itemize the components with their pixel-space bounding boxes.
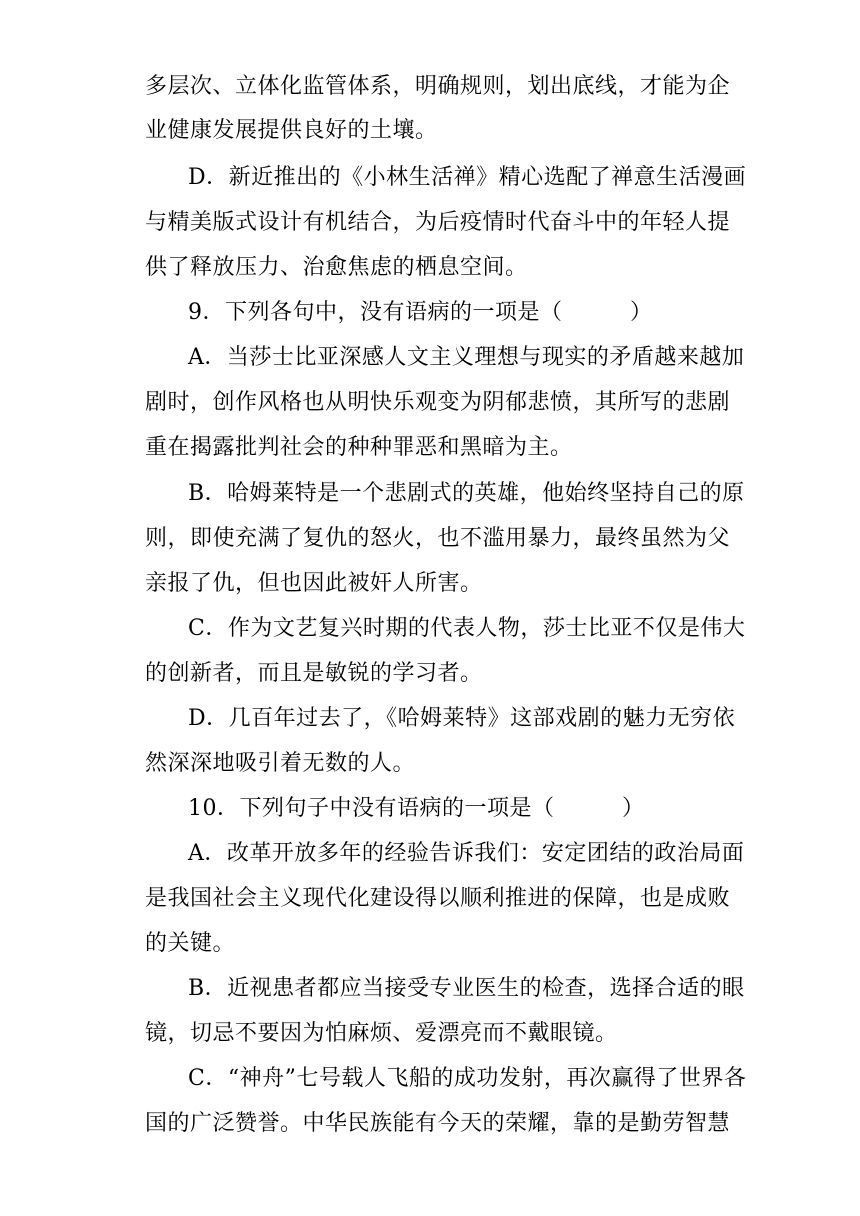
text-line: 亲报了仇，但也因此被奸人所害。 [145,571,483,596]
option-b-line: B．哈姆莱特是一个悲剧式的英雄，他始终坚持自己的原 [188,481,745,506]
option-d-line: D．几百年过去了，《哈姆莱特》这部戏剧的魅力无穷依 [188,706,736,731]
option-a-line: A．当莎士比亚深感人文主义理想与现实的矛盾越来越加 [188,345,745,370]
text-line: 的创新者，而且是敏锐的学习者。 [145,661,483,686]
text-line: 与精美版式设计有机结合，为后疫情时代奋斗中的年轻人提 [145,210,731,235]
text-line: 重在揭露批判社会的种种罪恶和黑暗为主。 [145,435,573,460]
text-line: 则，即使充满了复仇的怒火，也不滥用暴力，最终虽然为父 [145,526,731,551]
text-line: 镜，切忌不要因为怕麻烦、爱漂亮而不戴眼镜。 [145,1021,618,1046]
option-c-line: C．作为文艺复兴时期的代表人物，莎士比亚不仅是伟大 [188,616,746,641]
text-line: 多层次、立体化监管体系，明确规则，划出底线，才能为企 [145,74,731,99]
option-c-line: C．“神舟”七号载人飞船的成功发射，再次赢得了世界各 [188,1066,747,1091]
text-line: 然深深地吸引着无数的人。 [145,751,416,776]
option-b-line: B．近视患者都应当接受专业医生的检查，选择合适的眼 [188,976,745,1001]
text-line: 业健康发展提供良好的土壤。 [145,118,438,143]
option-a-line: A．改革开放多年的经验告诉我们：安定团结的政治局面 [188,841,745,866]
option-d-line: D．新近推出的《小林生活禅》精心选配了禅意生活漫画 [188,165,747,190]
text-line: 是我国社会主义现代化建设得以顺利推进的保障，也是成败 [145,886,731,911]
text-line: 的关键。 [145,931,236,956]
question-10: 10．下列句子中没有语病的一项是（ ） [188,796,645,821]
text-line: 剧时，创作风格也从明快乐观变为阴郁悲愤，其所写的悲剧 [145,390,731,415]
question-9: 9．下列各句中，没有语病的一项是（ ） [188,300,653,325]
text-line: 国的广泛赞誉。中华民族能有今天的荣耀，靠的是勤劳智慧 [145,1111,731,1136]
text-line: 供了释放压力、治愈焦虑的栖息空间。 [145,255,528,280]
